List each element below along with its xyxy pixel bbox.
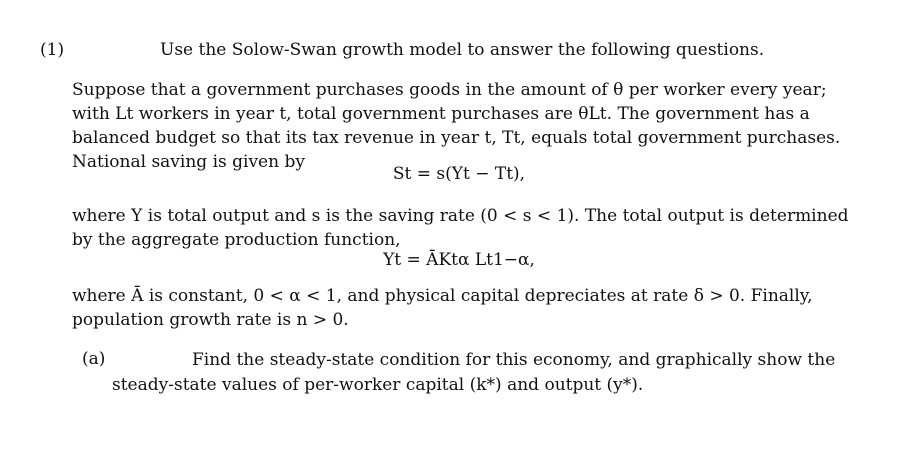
question-number: (1)	[40, 40, 65, 60]
subquestion-label: (a)	[82, 349, 106, 369]
question-heading: Use the Solow-Swan growth model to answer the following questions.	[160, 40, 765, 60]
equation-production-function: Yt = ĀKtα Lt1−α,	[383, 250, 535, 270]
paragraph-parameters: where Ā is constant, 0 < α < 1, and physical capital depreciates at rate δ > 0. Finally, population growth rate is n > 0.	[72, 286, 813, 330]
paragraph-production: where Y is total output and s is the saving rate (0 < s < 1). The total output is determined by the aggregate production function,	[72, 206, 849, 250]
paragraph-government-purchases: Suppose that a government purchases goods in the amount of θ per worker every year; with Lt workers in year t, total government purchases are θLt. The government has a balanced budget so that its tax revenue in year t, Tt, equals total government purchases. National saving is given by	[72, 80, 841, 172]
subquestion-text: Find the steady-state condition for this economy, and graphically show the steady-state values of per-worker capital (k*) and output (y*).	[112, 350, 836, 395]
equation-national-saving: St = s(Yt − Tt),	[392, 164, 526, 184]
